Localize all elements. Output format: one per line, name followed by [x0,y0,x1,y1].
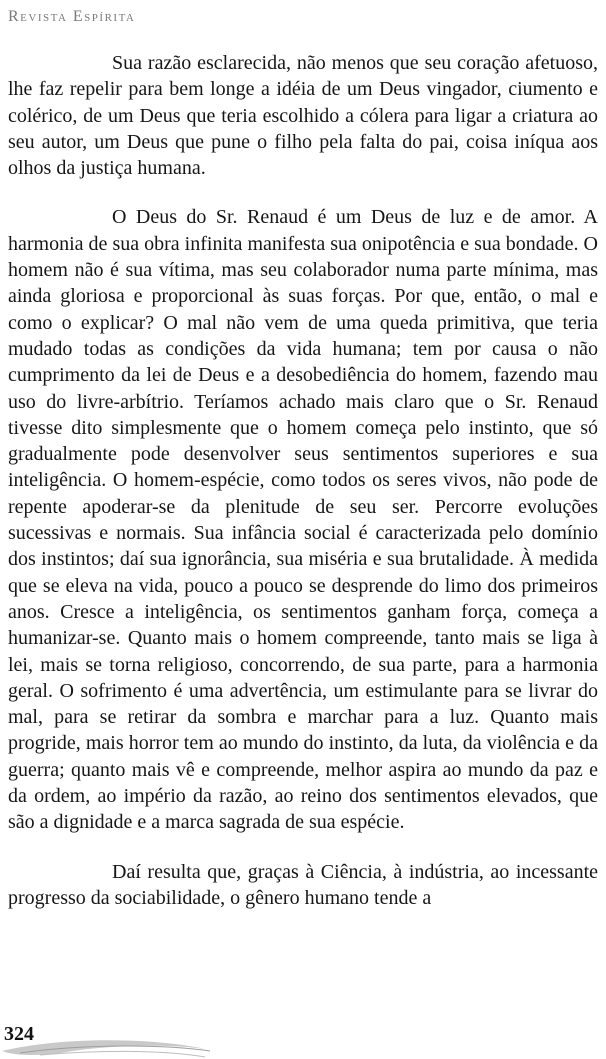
running-header: Revista Espírita [8,8,136,25]
paragraph-2: O Deus do Sr. Renaud é um Deus de luz e de amor. A harmonia de sua obra infinita manifesta sua onipotência e sua bondade. O homem não é sua vítima, mas seu colaborador numa parte mínima, mas ainda gloriosa e proporcional às suas forças. Por que, então, o mal e como o explicar? O mal não vem de uma queda primitiva, que teria mudado todas as condições da vida humana; tem por causa o não cumprimento da lei de Deus e a desobediência do homem, fazendo mau uso do livre-arbítrio. Teríamos achado mais claro que o Sr. Renaud tivesse dito simplesmente que o homem começa pelo instinto, que só gradualmente pode desenvolver seus sentimentos superiores e sua inteligência. O homem-espécie, como todos os seres vivos, não pode de repente apoderar-se da plenitude de seu ser. Percorre evoluções sucessivas e normais. Sua infância social é caracterizada pelo domínio dos instintos; daí sua ignorância, sua miséria e sua brutalidade. À medida que se eleva na vida, pouco a pouco se desprende do limo dos primeiros anos. Cresce a inteligência, os sentimentos ganham força, começa a humanizar-se. Quanto mais o homem compreende, tanto mais se liga à lei, mais se torna religioso, concorrendo, de sua parte, para a harmonia geral. O sofrimento é uma advertência, um estimulante para se livrar do mal, para se retirar da sombra e marchar para a luz. Quanto mais progride, mais horror tem ao mundo do instinto, da luta, da violência e da guerra; quanto mais vê e compreende, melhor aspira ao mundo da paz e da ordem, ao império da razão, ao reino dos sentimentos elevados, que são a dignidade e a marca sagrada de sua espécie. [8,206,598,834]
page-swirl-ornament [0,1015,260,1059]
page-number: 324 [4,1023,34,1045]
paragraph-3: Daí resulta que, graças à Ciência, à indústria, ao incessante progresso da sociabilidade, o gênero humano tende a [8,860,598,909]
body-text [8,50,598,911]
page-footer [0,1015,260,1059]
paragraph-1: Sua razão esclarecida, não menos que seu coração afetuoso, lhe faz repelir para bem longe a idéia de um Deus vingador, ciumento e colérico, de um Deus que teria escolhido a cólera para ligar a criatura ao seu autor, um Deus que pune o filho pela falta do pai, coisa iníqua aos olhos da justiça humana. [8,52,598,180]
